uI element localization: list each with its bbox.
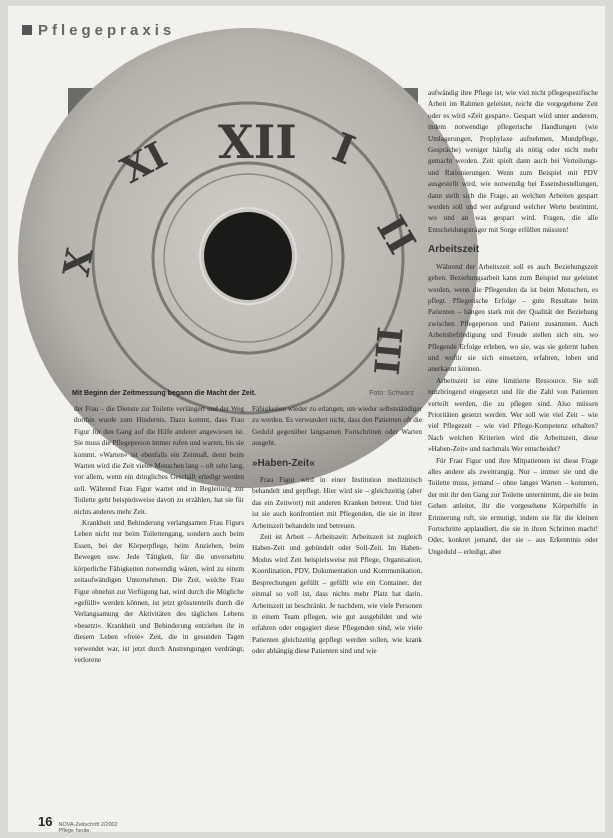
section-title: Pflegepraxis: [38, 21, 176, 39]
body-paragraph: Zeit ist Arbeit – Arbeitszeit: Arbeitszeit ist zugleich Haben-Zeit und gebündelt oder Soll-Zeit. Im Haben-Modus wird Zeit beispielsweise mit Pflege, Organisation, Koordination, PDV, Dokumentation und Kommunikation, Besprechungen gefüllt – gefüllt wie ein Container, der einmal so voll ist, dass nichts mehr Platz hat darin. Arbeitszeit ist beschränkt. Je nachdem, wie viele Personen in einem Team pflegen, wie gut ausgebildet und wie erfahren oder engagiert diese Pflegenden sind, wie viele Patienten gleichzeitig gepflegt werden sollen, wie krank oder abhängig diese Patienten sind und wie: [252, 533, 422, 656]
body-paragraph: Frau Figur wird in einer Institution medizinisch behandelt und gepflegt. Hier wird sie – gleichzeitig (aber das ein Zeitwort) mit anderen Kranken betreut. Und hier ist sie auch konfrontiert mit Pflegenden, die sie in ihrer Arbeitszeit behandeln und betreuen.: [252, 476, 422, 530]
body-paragraph: Fähigkeiten wieder zu erlangen, um wieder selbstständiger zu werden. Es verwundert nicht, dass den Patienten oft die Geduld gegenüber langsamen Fortschritten oder Warten ausgeht.: [252, 405, 422, 448]
journal-line: Pflege heute: [58, 828, 90, 834]
stone-clock-illustration: [55, 88, 425, 388]
body-paragraph: Krankheit und Behinderung verlangsamen Frau Figurs Leben nicht nur beim Toilettengang, sondern auch beim Essen, bei der Körperpflege, beim Anziehen, beim Bewegen usw. Jede Tätigkeit, für die unversehrte körperliche Fähigkeiten notwendig wären, wird zu einem zeitaufwändigen Unternehmen. Die Zeit, welche Frau Figur ohnehin zur Verfügung hat, wird durch die Mögliche »gefüllt« werden können, ist jetzt grösstenteils durch die Verlangsamung der Aktivitäten des täglichen Lebens »besetzt«. Krankheit und Behinderung entziehen ihr in diesem Leben »freie« Zeit, die in gesunden Tagen verwendet war, ist jetzt durch Anstrengungen verdrängt, verlorene: [74, 519, 244, 664]
body-paragraph: aufwändig ihre Pflege ist, wie viel nicht pflegespezifische Arbeit im Rahmen geleistet, reicht die vorgegebene Zeit oder es wird »Zeit gespart«. Gespart wird unter anderem, indem notwendige pflegerische Handlungen (wie Umlagerungen, Prophylaxe aufnehmen, Mundpflege, Gespräche) weniger häufig als nötig oder nicht mehr gemacht werden. Zeit spielt dann auch bei Verteilungs- und Rationierungen. Wenn zum Beispiel mit PDV ausgestellt wird, wie notwendig bei Essensbestellungen, dann stellt sich die Frage, an welchen Arbeiten gespart werden soll und wer aufgrund welcher Werte bestimmt, wo und an was gespart wird. Fragen, die alle Entscheidungsträger mit Sorge erfüllen müssten!: [428, 89, 598, 234]
body-paragraph: der Frau – die Dienste zur Toilette verlängert und der Weg dorthin wurde zum Hindernis. Dazu kommt, dass Frau Figur für den Gang auf die Hilfe anderer angewiesen ist. Sie muss die Pflegeperson immer rufen und warten, bis sie kommt. »Warten« ist ebenfalls ein Zeitmaß, denn beim Warten wird die Zeit vieler Menschen lang – oft sehr lang, vor allem, wenn ein dringliches Geschäft erledigt werden soll. Während Frau Figur wartet und in Begleitung zur Toilette geht beispielsweise davon zu erzählen, hat sie für nichts anderes mehr Zeit.: [74, 405, 244, 516]
figure-caption: Mit Beginn der Zeitmessung begann die Macht der Zeit.: [72, 390, 256, 397]
section-marker-icon: [22, 25, 32, 35]
column-right: [428, 88, 598, 818]
body-paragraph: Arbeitszeit ist eine limitierte Ressource. Sie soll nutzbringend eingesetzt und für die Zahl von Patienten verteilt werden, die zu pflegen sind. Also müssen Prioritäten gesetzt werden. Wer soll wie viel Zeit – wie viel Pflegezeit – wie viel Pflege-Kompetenz erhalten? Nach welchen Kriterien wird die Arbeitszeit, diese »Haben-Zeit« und nachmals Wer entscheidet?: [428, 376, 598, 454]
column-left: [74, 404, 244, 814]
body-paragraph: Für Frau Figur und ihre Mitpatienten ist diese Frage alles andere als zweitrangig. Nur – immer sie und die Toilette muss, jemand – ohne langes Warten – kommen, der mit ihr den Gang zur Toilette unternimmt, die sie beim Gehen anleitet, ihr die vorgesehene Körperhilfe in Erinnerung ruft, sie ermutigt, indem sie für die kleinen Fortschritte applaudiert, die sie in ihren Schritten macht! Oder, konkret jemand, der sie – aus Erkenntnis oder Ungeduld – erledigt, aber: [428, 456, 598, 556]
clock-photo: [55, 88, 425, 388]
column-middle: [252, 404, 422, 824]
numeral-ii: II: [368, 208, 425, 262]
section-header: [22, 20, 175, 40]
photo-credit: Foto: Schwarz: [369, 390, 414, 397]
journal-info: [58, 822, 117, 834]
figure-caption-bar: [68, 388, 418, 400]
numeral-i: I: [326, 123, 362, 175]
page-number: 16: [38, 814, 53, 829]
magazine-page: [8, 6, 605, 832]
subheading-arbeitszeit: Arbeitszeit: [428, 244, 480, 256]
numeral-xii: XII: [218, 115, 297, 169]
center-hole: [204, 212, 292, 300]
numeral-x: X: [55, 244, 102, 280]
numeral-iii: III: [364, 325, 409, 377]
subheading-haben-zeit: »Haben-Zeit«: [252, 457, 315, 469]
body-paragraph: Während der Arbeitszeit soll es auch Beziehungszeit geben. Beziehungsarbeit kann zum Beispiel nur geleistet werden, wenn die Pflegenden da ist beim Menschen, es pflegt. Pflegerische Erfolge – gute Resultate beim Patienten – hängen stark mit der Qualität der Beziehung zwischen Pflegeperson und Patient zusammen. Auch Arbeitsbefriedigung und Freude stellen sich ein, wo Pflegende Erfolge erleben, wo sie, was sie gelernt haben und wofür sie sich einsetzen, erfahren, loben und anerkannt können.: [428, 262, 598, 374]
numeral-xi: XI: [114, 133, 174, 192]
page-footer: [38, 814, 118, 834]
journal-line: NOVA-Zeitschrift 2/2002: [58, 822, 118, 828]
